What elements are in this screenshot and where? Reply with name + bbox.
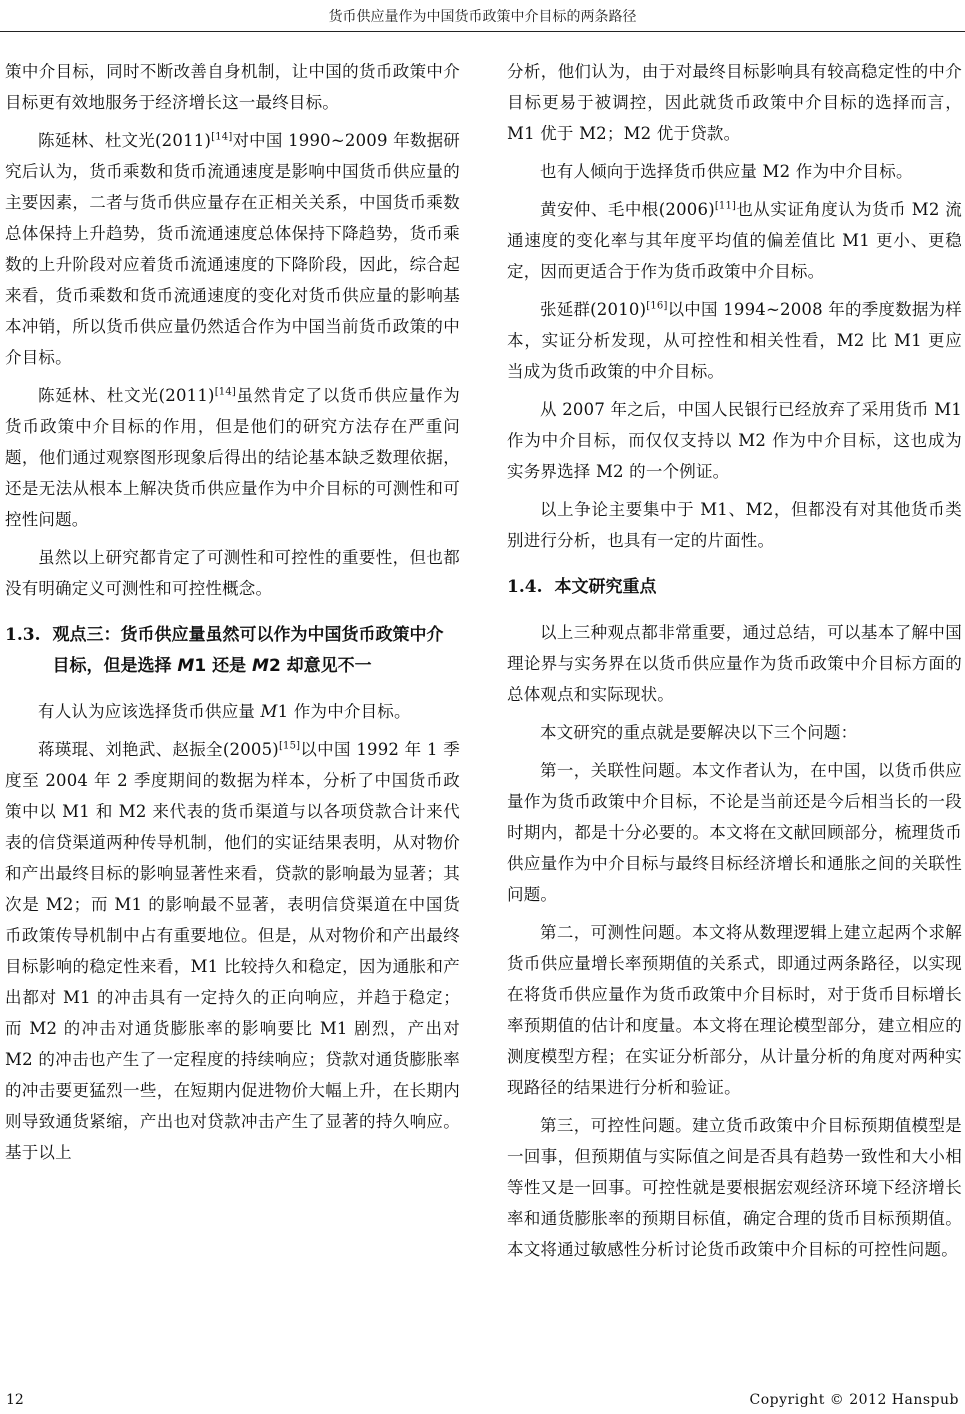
paragraph [5, 380, 460, 535]
paragraph: 本文研究的重点就是要解决以下三个问题： [540, 723, 858, 742]
citation-author: 蒋瑛琨、刘艳武、赵振全(2005) [38, 740, 279, 759]
paragraph: 从 2007 年之后，中国人民银行已经放弃了采用货币 M1 作为中介目标，而仅仅支持以 M2 作为中介目标，这也成为实务界选择 M2 的一个例证。 [507, 400, 962, 481]
running-header: 货币供应量作为中国货币政策中介目标的两条路径 [328, 9, 637, 25]
math-symbol: M [260, 702, 278, 721]
paragraph [507, 294, 962, 387]
paragraph-text: 以中国 1994~2008 年的季度数据为样本，实证分析发现，从可控性和相关性看，M2 比 M1 更应当成为货币政策的中介目标。 [507, 300, 963, 381]
paragraph: 以上三种观点都非常重要，通过总结，可以基本了解中国理论界与实务界在以货币供应量作为货币政策中介目标方面的总体观点和实际现状。 [507, 623, 962, 704]
section-title: 本文研究重点 [554, 577, 657, 597]
paragraph: 以上争论主要集中于 M1、M2，但都没有对其他货币类别进行分析，也具有一定的片面性。 [507, 500, 962, 550]
paragraph: 第三，可控性问题。建立货币政策中介目标预期值模型是一回事，但预期值与实际值之间是否具有趋势一致性和大小相等性又是一回事。可控性就是要根据宏观经济环境下经济增长率和通货膨胀率的预期目标值，确定合理的货币目标预期值。本文将通过敏感性分析讨论货币政策中介目标的可控性问题。 [507, 1116, 962, 1259]
header-rule [0, 31, 965, 32]
copyright-notice: Copyright © 2012 Hanspub [749, 1392, 959, 1408]
section-heading-1-3 [5, 620, 460, 682]
paragraph-text: 1 作为中介目标。 [277, 702, 411, 721]
section-title-text: 2 却意见不一 [268, 656, 372, 676]
paragraph [5, 696, 460, 727]
left-column [5, 56, 460, 1175]
page-number: 12 [6, 1392, 24, 1408]
section-title-text: 1 还是 [194, 656, 253, 676]
reference-mark: [11] [714, 200, 737, 212]
paragraph: 第一，关联性问题。本文作者认为，在中国，以货币供应量作为货币政策中介目标，不论是当前还是今后相当长的一段时期内，都是十分必要的。本文将在文献回顾部分，梳理货币供应量作为中介目标与最终目标经济增长和通胀之间的关联性问题。 [507, 761, 962, 904]
section-heading-1-4 [507, 572, 962, 603]
math-symbol: M [252, 656, 269, 676]
reference-mark: [14] [214, 386, 237, 398]
citation-author: 黄安仲、毛中根(2006) [540, 200, 715, 219]
paragraph-text: 以中国 1992 年 1 季度至 2004 年 2 季度期间的数据为样本，分析了中国货币政策中以 M1 和 M2 来代表的货币渠道与以各项贷款合计来代表的信贷渠道两种传导机制，他们的实证结果表明，从对物价和产出最终目标的影响显著性来看，贷款的影响最为显著；其次是 M2；而 M1 的影响最不显著，表明信贷渠道在中国货币政策传导机制中占有重要地位。但是，从对物价和产出最终目标影响的稳定性来看，M1 比较持久和稳定，因为通胀和产出都对 M1 的冲击具有一定持久的正向响应，并趋于稳定；而 M2 的冲击对通货膨胀率的影响要比 M1 剧烈，产出对 M2 的冲击也产生了一定程度的持续响应；贷款对通货膨胀率的冲击要更猛烈一些，在短期内促进物价大幅上升，在长期内则导致通货紧缩，产出也对贷款冲击产生了显著的持久响应。基于以上 [5, 740, 460, 1162]
paragraph-text: 对中国 1990~2009 年数据研究后认为，货币乘数和货币流通速度是影响中国货币供应量的主要因素，二者与货币供应量存在正相关关系，中国货币乘数总体保持上升趋势，货币流通速度总体保持下降趋势，货币乘数的上升阶段对应着货币流通速度的下降阶段，因此，综合起来看，货币乘数和货币流通速度的变化对货币供应量的影响基本冲销，所以货币供应量仍然适合作为中国当前货币政策的中介目标。 [5, 131, 461, 367]
paragraph: 虽然以上研究都肯定了可测性和可控性的重要性，但也都没有明确定义可测性和可控性概念。 [5, 548, 460, 598]
paragraph [5, 734, 460, 1168]
math-symbol: M [177, 656, 195, 676]
paragraph [507, 194, 962, 287]
paragraph-text: 也从实证角度认为货币 M2 流通速度的变化率与其年度平均值的偏差值比 M1 更小、更稳定，因而更适合于作为货币政策中介目标。 [507, 200, 962, 281]
reference-mark: [15] [278, 740, 301, 752]
paragraph: 分析，他们认为，由于对最终目标影响具有较高稳定性的中介目标更易于被调控，因此就货币政策中介目标的选择而言，M1 优于 M2；M2 优于贷款。 [507, 62, 962, 143]
section-title-text: 观点三：货币供应量虽然可以作为中国货币政策中介目标，但是选择 [52, 625, 444, 676]
paragraph [5, 125, 460, 373]
paragraph: 第二，可测性问题。本文将从数理逻辑上建立起两个求解货币供应量增长率预期值的关系式，即通过两条路径，以实现在将货币供应量作为货币政策中介目标时，对于货币目标增长率预期值的估计和度量。本文将在理论模型部分，建立相应的测度模型方程；在实证分析部分，从计量分析的角度对两种实现路径的结果进行分析和验证。 [507, 923, 962, 1097]
reference-mark: [16] [646, 300, 668, 312]
paragraph-text: 有人认为应该选择货币供应量 [38, 702, 261, 721]
paragraph: 也有人倾向于选择货币供应量 M2 作为中介目标。 [540, 162, 913, 181]
citation-author: 陈延林、杜文光(2011) [38, 386, 215, 405]
section-number: 1.3. [5, 625, 41, 645]
right-column [507, 56, 962, 1272]
paragraph-text: 虽然肯定了以货币供应量作为货币政策中介目标的作用，但是他们的研究方法存在严重问题，他们通过观察图形现象后得出的结论基本缺乏数理依据，还是无法从根本上解决货币供应量作为中介目标的可测性和可控性问题。 [5, 386, 461, 529]
section-number: 1.4. [507, 577, 543, 597]
citation-author: 张延群(2010) [540, 300, 647, 319]
reference-mark: [14] [211, 131, 233, 143]
paragraph: 策中介目标，同时不断改善自身机制，让中国的货币政策中介目标更有效地服务于经济增长这一最终目标。 [5, 62, 460, 112]
citation-author: 陈延林、杜文光(2011) [38, 131, 212, 150]
section-title [53, 620, 461, 682]
